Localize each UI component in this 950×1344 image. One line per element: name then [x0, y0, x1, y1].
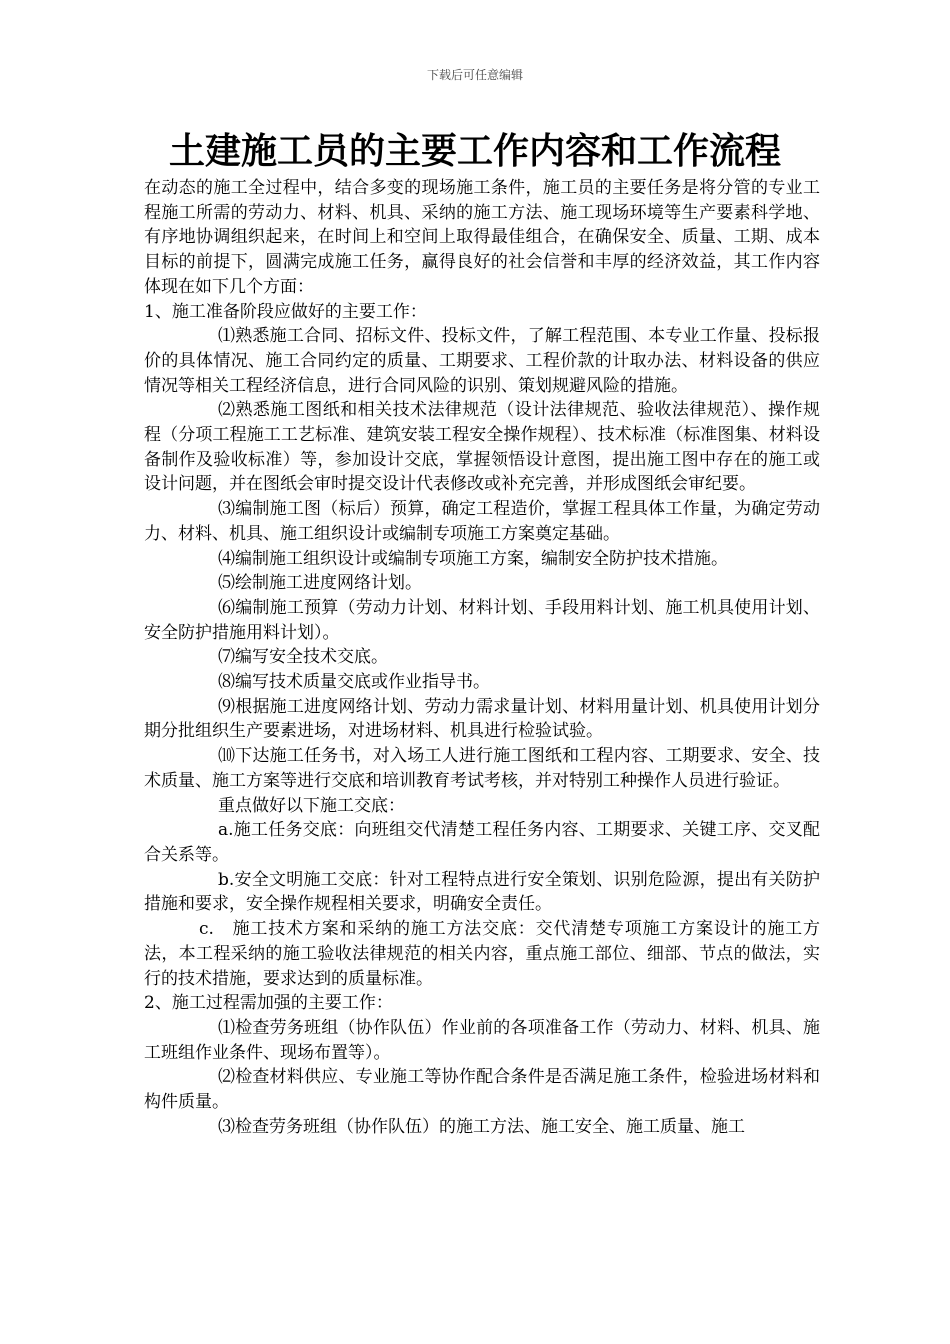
paragraph: ⑶检查劳务班组（协作队伍）的施工方法、施工安全、施工质量、施工 — [218, 1116, 745, 1137]
paragraph: ⑴熟悉施工合同、招标文件、投标文件，了解工程范围、本专业工作量、投标报价的具体情况、施工合同约定的质量、工期要求、工程价款的计取办法、材料设备的供应情况等相关工程经济信息，进行合同风险的识别、策划规避风险的措施。 — [144, 326, 820, 396]
paragraph: ⑹编制施工预算（劳动力计划、材料计划、手段用料计划、施工机具使用计划、安全防护措施用料计划）。 — [144, 597, 820, 643]
paragraph: ⑵熟悉施工图纸和相关技术法律规范（设计法律规范、验收法律规范）、操作规程（分项工程施工工艺标准、建筑安装工程安全操作规程）、技术标准（标准图集、材料设备制作及验收标准）等，参加设计交底，掌握领悟设计意图，提出施工图中存在的施工或设计问题，并在图纸会审时提交设计代表修改或补充完善，并形成图纸会审纪要。 — [144, 400, 820, 495]
paragraph: ⑼根据施工进度网络计划、劳动力需求量计划、材料用量计划、机具使用计划分期分批组织生产要素进场，对进场材料、机具进行检验试验。 — [144, 696, 820, 742]
document-body — [144, 176, 820, 1139]
paragraph: b.安全文明施工交底：针对工程特点进行安全策划、识别危险源，提出有关防护措施和要求，安全操作规程相关要求，明确安全责任。 — [144, 869, 820, 915]
paragraph: ⑶编制施工图（标后）预算，确定工程造价，掌握工程具体工作量，为确定劳动力、材料、机具、施工组织设计或编制专项施工方案奠定基础。 — [144, 499, 820, 544]
paragraph: a.施工任务交底：向班组交代清楚工程任务内容、工期要求、关键工序、交叉配合关系等。 — [144, 820, 820, 865]
paragraph: ⑽下达施工任务书，对入场工人进行施工图纸和工程内容、工期要求、安全、技术质量、施工方案等进行交底和培训教育考试考核，并对特别工种操作人员进行验证。 — [144, 746, 820, 791]
header-note: 下载后可任意编辑 — [426, 68, 523, 82]
paragraph: 在动态的施工全过程中，结合多变的现场施工条件，施工员的主要任务是将分管的专业工程施工所需的劳动力、材料、机具、采纳的施工方法、施工现场环境等生产要素科学地、有序地协调组织起来，在时间上和空间上取得最佳组合，在确保安全、质量、工期、成本目标的前提下，圆满完成施工任务，赢得良好的社会信誉和丰厚的经济效益，其工作内容体现在如下几个方面： — [144, 178, 820, 297]
paragraph: ⑺编写安全技术交底。 — [218, 647, 388, 668]
section-heading: 1、施工准备阶段应做好的主要工作： — [144, 301, 427, 322]
document-title: 土建施工员的主要工作内容和工作流程 — [168, 130, 781, 172]
paragraph: ⑵检查材料供应、专业施工等协作配合条件是否满足施工条件，检验进场材料和构件质量。 — [144, 1067, 820, 1113]
paragraph: ⑴检查劳务班组（协作队伍）作业前的各项准备工作（劳动力、材料、机具、施工班组作业条件、现场布置等）。 — [144, 1017, 820, 1063]
section-heading: 2、施工过程需加强的主要工作： — [144, 993, 393, 1014]
paragraph: ⑸绘制施工进度网络计划。 — [218, 573, 422, 594]
paragraph: ⑷编制施工组织设计或编制专项施工方案，编制安全防护技术措施。 — [218, 548, 728, 569]
paragraph: ⑻编写技术质量交底或作业指导书。 — [218, 672, 490, 693]
paragraph: c. 施工技术方案和采纳的施工方法交底：交代清楚专项施工方案设计的施工方法，本工程采纳的施工验收法律规范的相关内容，重点施工部位、细部、节点的做法，实行的技术措施，要求达到的质量标准。 — [144, 919, 820, 989]
paragraph: 重点做好以下施工交底： — [218, 795, 405, 816]
